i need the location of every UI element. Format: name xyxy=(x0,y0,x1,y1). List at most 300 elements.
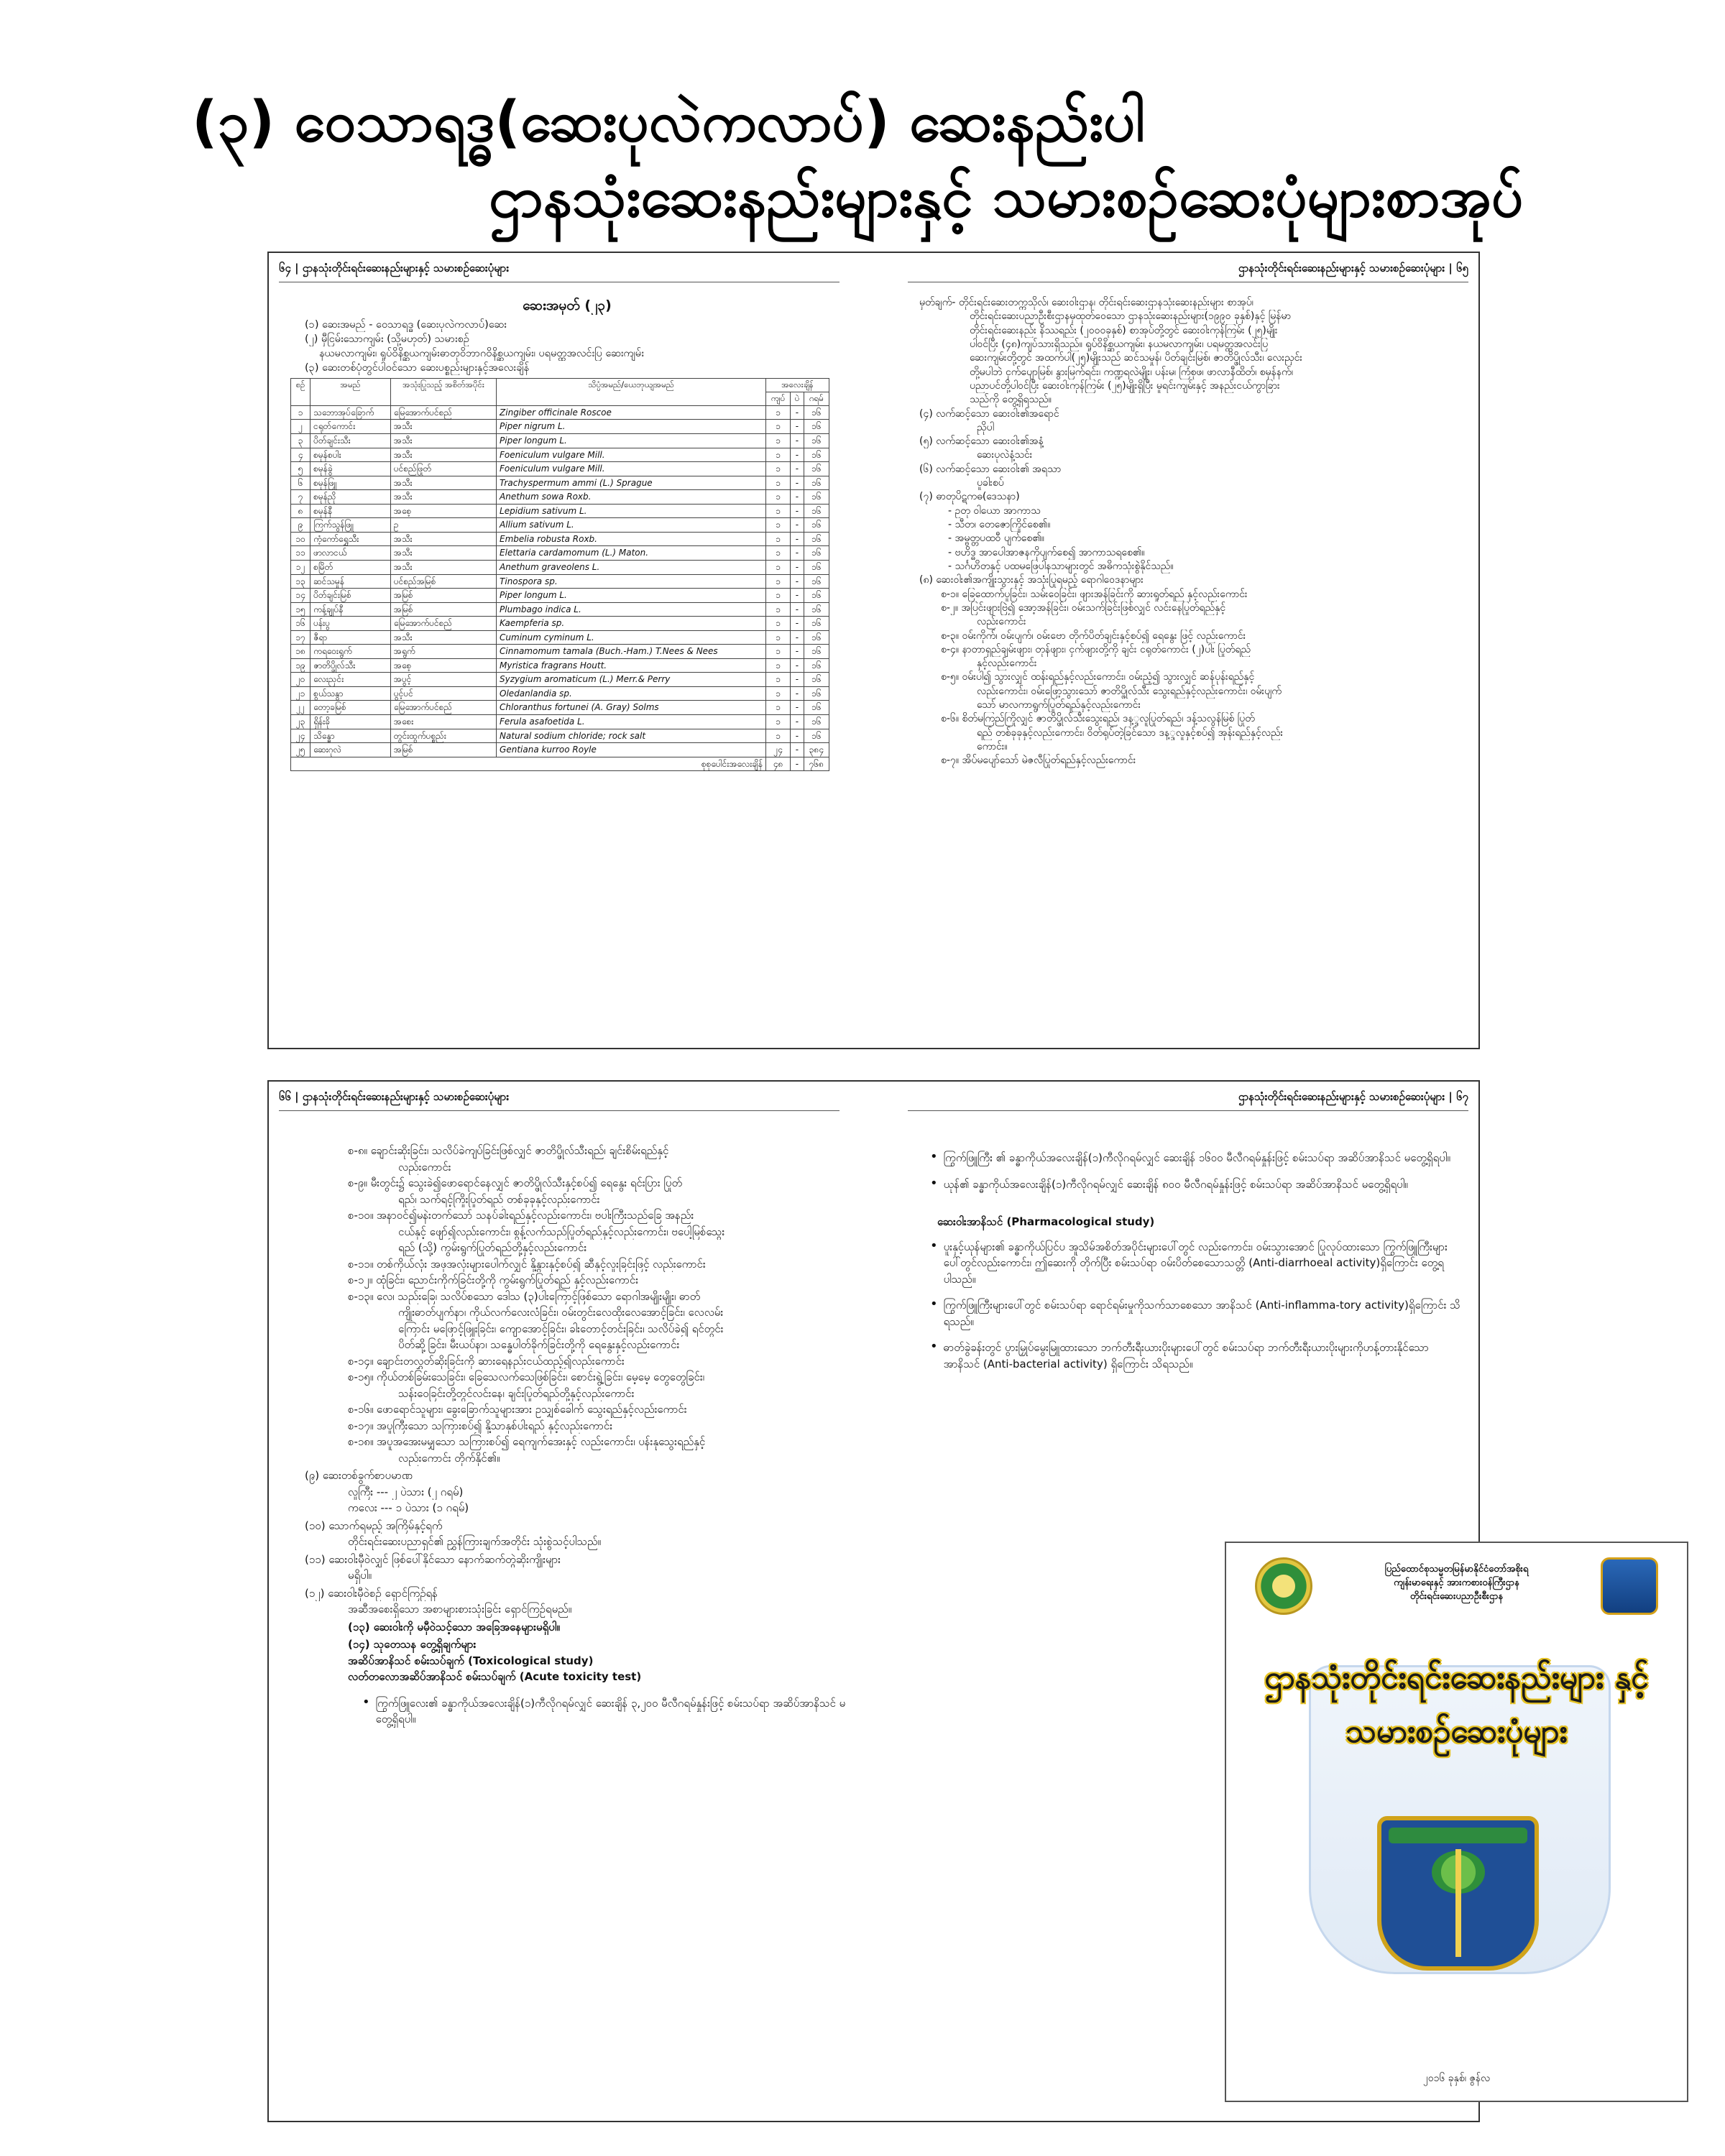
text-line: စ-၁၈။ အပူအအေးမမျှသော သကြားစပ်၍ ရေကျက်အေးနှင့် လည်းကောင်း၊ ပန်းနုသွေးရည်နှင့် xyxy=(348,1435,706,1448)
row-pe: - xyxy=(791,658,804,673)
row-number: ၁၀ xyxy=(291,532,310,546)
cover-title-line2: သမားစဉ်ဆေးပုံများ xyxy=(1346,1713,1568,1750)
row-gram: ၁၆ xyxy=(804,476,829,490)
text-line: သန်းဝေခြင်းတို့တွင်လင်းနေ၊ ချင်းပြုတ်ရည်တို့နှင့်လည်းကောင်း xyxy=(398,1386,635,1400)
text-line: တိုင်းရင်းဆေးပညာဦးစီးဌာနမှထုတ်ဝေသော ဌာနသုံးဆေးနည်းများ(၁၉၉၀ ခုနှစ်)နှင့် မြန်မာ xyxy=(970,310,1292,323)
row-kyat: ၁ xyxy=(766,673,791,687)
row-scientific-name: Myristica fragrans Houtt. xyxy=(497,658,766,673)
row-name: လေးညှင်း xyxy=(310,673,391,687)
bullet-text: ယုန်၏ ခန္ဓာကိုယ်အလေးချိန်(၁)ကီလိုဂရမ်လျှင် ဆေးချိန် ၈၀၀ မီလီဂရမ်နှုန်းဖြင့် စမ်းသပ်ရာ အဆိပ်အာနိသင် မတွေ့ရှိရပါ။ xyxy=(943,1177,1408,1191)
text-line: စ-၃။ ဝမ်းကိုက်၊ ဝမ်းပျက်၊ ဝမ်းဗော တိုက်ပိတ်ချင်းနှင့်စပ်၍ ရေနွေး ဖြင့် လည်းကောင်း xyxy=(941,630,1246,642)
row-scientific-name: Tinospora sp. xyxy=(497,574,766,589)
row-pe: - xyxy=(791,673,804,687)
row-number: ၂၂ xyxy=(291,701,310,715)
row-name: စမြိတ် xyxy=(310,560,391,574)
row-number: ၇ xyxy=(291,490,310,505)
table-header-no: စဉ် xyxy=(291,379,310,406)
cover-date: ၂၀၁၆ ခုနှစ်၊ ဇွန်လ xyxy=(1422,2073,1491,2084)
table-header-part: အသုံးပြုသည့် အစိတ်အပိုင်း xyxy=(390,379,496,406)
bullet-icon: • xyxy=(362,1694,370,1710)
row-gram: ၁၆ xyxy=(804,420,829,434)
row-number: ၁၅ xyxy=(291,602,310,617)
table-header-weight: အလေးချိန် xyxy=(766,379,829,392)
row-part: မြေအောက်ပင်စည် xyxy=(390,617,496,631)
row-number: ၁၉ xyxy=(291,658,310,673)
row-kyat: ၁ xyxy=(766,729,791,743)
text-line: စ-၁၄။ ချောင်းတလွှတ်ဆိုးခြင်းကို ဆားရေနည်းငယ်ထည့်၍လည်းကောင်း xyxy=(348,1354,625,1368)
text-line: - အမ္ဗတ္တပထဝီ ပျက်စေ၏။ xyxy=(948,533,1044,545)
table-total-label: စုစုပေါင်းအလေးချိန် xyxy=(291,757,766,771)
row-kyat: ၁ xyxy=(766,405,791,420)
book-spread-pages-64-65 xyxy=(267,252,1480,1049)
table-row xyxy=(291,701,829,715)
text-line: (၈) ဆေးဝါး၏အကျိုးသွားနှင့် အသုံးပြုရမည့် ရောဂါဝေဒနာများ xyxy=(919,574,1144,586)
row-part: အသီး xyxy=(390,448,496,462)
text-line: ရည်၊ သက်ရင့်ကြိုးပြုတ်ရည် တစ်ခုခုနှင့်လည်းကောင်း xyxy=(398,1192,600,1206)
row-name: စမုန်ဖြူ xyxy=(310,476,391,490)
pharm-bullets xyxy=(930,1239,1462,1373)
row-gram: ၁၆ xyxy=(804,617,829,631)
row-number: ၁၆ xyxy=(291,617,310,631)
cover-organization xyxy=(1226,1563,1687,1604)
text-line: စ-၁၁။ တစ်ကိုယ်လုံး အဖုအလုံးများပေါက်လျှင် နို့နွားနှင့်စပ်၍ ဆီနှင့်လူးခြင်းဖြင့် လည်းကောင်း xyxy=(348,1257,706,1271)
row-pe: - xyxy=(791,743,804,757)
row-scientific-name: Gentiana kurroo Royle xyxy=(497,743,766,757)
text-line: ကလေး --- ၁ ပဲသား (၁ ဂရမ်) xyxy=(348,1501,469,1514)
text-line: လည်းကောင်း xyxy=(398,1160,451,1174)
row-kyat: ၂၄ xyxy=(766,743,791,757)
bullet-text: ကြွက်ဖြူလေး၏ ခန္ဓာကိုယ်အလေးချိန်(၁)ကီလိုဂရမ်လျှင် ဆေးချိန် ၃,၂၀၀ မီလီဂရမ်နှုန်းဖြင့် စမ်းသပ်ရာ အဆိပ်အာနိသင် မတွေ့ရှိရပါ။ xyxy=(375,1696,846,1726)
table-row xyxy=(291,729,829,743)
table-row xyxy=(291,686,829,701)
text-line: သည်ကို တွေ့ရှိရသည်။ xyxy=(970,394,1052,406)
table-row xyxy=(291,448,829,462)
text-line: (၄) လက်ဆင့်သော ဆေးဝါး၏အရောင် xyxy=(919,407,1059,420)
ingredients-table xyxy=(290,378,829,771)
text-line: ရည် (သို့) ကွမ်းရွက်ပြုတ်ရည်တို့နှင့်လည်းကောင်း xyxy=(398,1241,587,1254)
row-pe: - xyxy=(791,405,804,420)
text-line: (၁၄) သုတေသန တွေ့ရှိချက်များ xyxy=(348,1638,477,1651)
row-scientific-name: Cuminum cyminum L. xyxy=(497,630,766,645)
item-medicine-name: (၁) ဆေးအမည် - ဝေသာရဒ္ဓ (ဆေးပုလဲကလာပ်)ဆေး xyxy=(305,319,507,331)
text-line: ပိတ်ဆို့ခြင်း၊ မီးယပ်နာ၊ သန္ဓေပါတ်ခိုက်ခြင်းတို့ကို ရေနွေးနှင့်လည်းကောင်း xyxy=(398,1338,680,1351)
row-pe: - xyxy=(791,504,804,518)
table-header-kyat: ကျပ် xyxy=(766,392,791,406)
cover-org-line1: ပြည်ထောင်စုသမ္မတမြန်မာနိုင်ငံတော်အစိုးရ xyxy=(1384,1564,1529,1575)
row-part: ပင်စည်အမြစ် xyxy=(390,574,496,589)
bullet-item xyxy=(930,1176,1462,1193)
row-name: ဇီရာ xyxy=(310,630,391,645)
row-kyat: ၁ xyxy=(766,714,791,729)
row-gram: ၁၆ xyxy=(804,714,829,729)
row-part: မြေအောက်ပင်စည် xyxy=(390,701,496,715)
text-line: ရည် တစ်ခုခုနှင့်လည်းကောင်း၊ ဝိတ်ရုပ်တဲ့ခြင်သော ဒန့္ဒလူနှင့်စပ်၍ အုန်းရည်နှင့်လည်း xyxy=(977,727,1284,739)
row-gram: ၁၆ xyxy=(804,658,829,673)
row-pe: - xyxy=(791,462,804,476)
text-line: မှတ်ချက်- တိုင်းရင်းဆေးတက္ကသိုလ်၊ ဆေးဝါးဌာန၊ တိုင်းရင်းဆေးဌာနသုံးဆေးနည်းများ စာအုပ်၊ xyxy=(919,297,1254,308)
row-name: စွယ်သနွာ xyxy=(310,686,391,701)
cover-title-line1: ဌာနသုံးတိုင်းရင်းဆေးနည်းများ နှင့် xyxy=(1264,1659,1649,1696)
row-scientific-name: Piper longum L. xyxy=(497,434,766,448)
text-line: စ-၄။ နာတာရှည်ချမ်းဖျား၊ တုန်ဖျား၊ ငှက်ဖျားတို့ကို ချင်း ငရုတ်ကောင်း (၂)ပါး ပြုတ်ရည် xyxy=(941,643,1251,655)
row-name: စမုန်ခွဲ xyxy=(310,462,391,476)
page-header-right: ဌာနသုံးတိုင်းရင်းဆေးနည်းများနှင့် သမားစဉ်ဆေးပုံများ | ၆၇ xyxy=(908,1090,1468,1111)
text-line: (၁၂) ဆေးဝါးမှီဝဲစဉ် ရှောင်ကြဉ်ရန် xyxy=(305,1586,438,1600)
text-line: စ-၁၆။ ဖောရောင်သူများ၊ ခွေးခြောက်သူများအား ဥသျှစ်ခေါက် သွေးရည်နှင့်လည်းကောင်း xyxy=(348,1403,687,1416)
row-scientific-name: Cinnamomum tamala (Buch.-Ham.) T.Nees & Nees xyxy=(497,645,766,659)
row-kyat: ၁ xyxy=(766,490,791,505)
row-part: အသီး xyxy=(390,490,496,505)
row-kyat: ၁ xyxy=(766,420,791,434)
right-page-content xyxy=(919,296,1466,768)
text-line: တို့မပါဘဲ ငှက်ပျောမြစ်၊ နွားမြက်ရင်း၊ ကဏ္ဍရလဲမျိုး၊ ပန်းမ၊ ကြံစုဖ၊ ဖာလာနီထိတ်၊ စမုန်နက်၊ xyxy=(970,366,1293,378)
row-kyat: ၁ xyxy=(766,546,791,561)
row-scientific-name: Allium sativum L. xyxy=(497,518,766,533)
row-number: ၂၅ xyxy=(291,743,310,757)
row-number: ၂၃ xyxy=(291,714,310,729)
row-number: ၅ xyxy=(291,462,310,476)
pharm-heading: ဆေးဝါးအာနိသင် (Pharmacological study) xyxy=(937,1215,1155,1228)
row-part: အသီး xyxy=(390,560,496,574)
text-line: ကောင်း။ xyxy=(977,741,1008,752)
row-kyat: ၁ xyxy=(766,560,791,574)
text-line: (၁၀) သောက်ရမည့် အကြိမ်နှင့်ရက် xyxy=(305,1519,443,1532)
row-kyat: ၁ xyxy=(766,589,791,603)
row-part: မြေအောက်ပင်စည် xyxy=(390,405,496,420)
recipe-number: ဆေးအမှတ် (၂၃) xyxy=(523,298,612,313)
row-scientific-name: Ferula asafoetida L. xyxy=(497,714,766,729)
table-row xyxy=(291,490,829,505)
row-kyat: ၁ xyxy=(766,434,791,448)
text-line: (၁၁) ဆေးဝါးမှီဝဲလျှင် ဖြစ်ပေါ်နိုင်သော နောက်ဆက်တွဲဆိုးကျိုးများ xyxy=(305,1552,561,1566)
table-total-gram: ၇၆၈ xyxy=(804,757,829,771)
row-gram: ၁၆ xyxy=(804,729,829,743)
row-name: ဇာတိပ္ဖိုလ်သီး xyxy=(310,658,391,673)
text-line: ဆေးကျမ်းတို့တွင် အထက်ပါ(၂၅)မျိုးသည် ဆင်သမှုန်၊ ပိတ်ချင်းမြစ်၊ ဇာတိပ္ဖိုလ်သီး၊ လေးညှင်း xyxy=(970,352,1302,364)
table-total-kyat: ၄၈ xyxy=(766,757,791,771)
row-name: ဆင်သမှုန် xyxy=(310,574,391,589)
text-line: (၇) ဓာတုပိဋကဓ(ဒေသနာ) xyxy=(919,491,1020,503)
row-scientific-name: Anethum graveolens L. xyxy=(497,560,766,574)
row-gram: ၁၆ xyxy=(804,602,829,617)
book-cover-image xyxy=(1225,1542,1688,2102)
row-number: ၁၈ xyxy=(291,645,310,659)
row-scientific-name: Syzygium aromaticum (L.) Merr.& Perry xyxy=(497,673,766,687)
text-line: စ-၅။ ဝမ်းပါ၍ သွားလျှင် ထန်းရည်နှင့်လည်းကောင်း၊ ဝမ်းညံ့၍ သွားလျှင် ဆန်ပုန်းရည်နှင့် xyxy=(941,671,1255,683)
text-line: စ-၁၇။ အပူကြီးသော သကြားစပ်၍ နို့သာနှစ်ပါးရည် နှင့်လည်းကောင်း xyxy=(348,1419,613,1432)
row-number: ၂၀ xyxy=(291,673,310,687)
row-number: ၉ xyxy=(291,518,310,533)
row-scientific-name: Plumbago indica L. xyxy=(497,602,766,617)
table-row xyxy=(291,673,829,687)
text-line: စ-၁၅။ ကိုယ်တစ်ခြမ်းသေခြင်း၊ ခြေသေလက်သေဖြစ်ခြင်း၊ စောင်းရွဲ့ခြင်း၊ မေ့မေ့ တွေတွေခြင်း၊ xyxy=(348,1370,705,1383)
row-gram: ၁၆ xyxy=(804,589,829,603)
table-total-pe: - xyxy=(791,757,804,771)
row-gram: ၁၆ xyxy=(804,686,829,701)
table-row xyxy=(291,630,829,645)
row-gram: ၁၆ xyxy=(804,546,829,561)
row-part: အမြစ် xyxy=(390,602,496,617)
row-part: ပွင့်ပင် xyxy=(390,686,496,701)
row-pe: - xyxy=(791,476,804,490)
row-number: ၁၂ xyxy=(291,560,310,574)
text-line: ကြောင်း မဖြောင့်ဖြူးခြင်း၊ ကျောအောင့်ခြင်း၊ ခါးတောင့်တင်းခြင်း၊ သလိပ်ခဲ၍ ရင်တွင်း xyxy=(398,1322,724,1335)
text-line: သော် မာလကာရွက်ပြုတ်ရည်နှင့်လည်းကောင်း xyxy=(977,699,1141,711)
bullet-icon: • xyxy=(930,1238,938,1253)
row-pe: - xyxy=(791,617,804,631)
row-pe: - xyxy=(791,546,804,561)
row-kyat: ၁ xyxy=(766,617,791,631)
bullet-item xyxy=(930,1239,1462,1288)
table-row xyxy=(291,504,829,518)
right-page-content xyxy=(930,1150,1462,1382)
toxicity-bullets xyxy=(930,1150,1462,1192)
row-number: ၃ xyxy=(291,434,310,448)
row-number: ၆ xyxy=(291,476,310,490)
row-pe: - xyxy=(791,729,804,743)
row-name: စမုန်နီ xyxy=(310,504,391,518)
text-line: - သင်္ဂဟိတနှင့် ပထမဖြေပါနသာများတွင် အဓိကသုံးစွဲနိုင်သည်။ xyxy=(948,560,1174,572)
row-scientific-name: Kaempferia sp. xyxy=(497,617,766,631)
row-pe: - xyxy=(791,532,804,546)
text-line: ကျိုးဓာတ်ပျက်နာ၊ ကိုယ်လက်လေးလံခြင်း၊ ဝမ်းတွင်းလေထိုးလေအောင့်ခြင်း၊ လေလမ်း xyxy=(398,1306,724,1319)
row-gram: ၁၆ xyxy=(804,673,829,687)
row-name: စမုန်စပါး xyxy=(310,448,391,462)
row-scientific-name: Lepidium sativum L. xyxy=(497,504,766,518)
row-part: အမြစ် xyxy=(390,589,496,603)
row-kyat: ၁ xyxy=(766,462,791,476)
table-header-pe: ပဲ xyxy=(791,392,804,406)
row-part: အသီး xyxy=(390,630,496,645)
row-number: ၂၄ xyxy=(291,729,310,743)
row-kyat: ၁ xyxy=(766,532,791,546)
row-name: ကံ့ကော်ရွှေသီး xyxy=(310,532,391,546)
text-line: စ-၁၂။ ထုံခြင်း၊ ညောင်းကိုက်ခြင်းတို့ကို ကွမ်းရွက်ပြုတ်ရည် နှင့်လည်းကောင်း xyxy=(348,1273,639,1286)
row-scientific-name: Oledanlandia sp. xyxy=(497,686,766,701)
text-line: လည်းကောင်း xyxy=(977,616,1026,628)
row-name: ကရဝေးရွက် xyxy=(310,645,391,659)
row-kyat: ၁ xyxy=(766,658,791,673)
row-gram: ၁၆ xyxy=(804,532,829,546)
row-name: ငရုတ်ကောင်း xyxy=(310,420,391,434)
row-pe: - xyxy=(791,714,804,729)
row-pe: - xyxy=(791,589,804,603)
text-line: စ-၁၀။ အနာဝင်၍မနဲးတက်သော် သနပ်ခါးရည်နှင့်လည်းကောင်း၊ ဗပါးကြီးသည်ခြေ အနည်း xyxy=(348,1209,694,1222)
table-header-name: အမည် xyxy=(310,379,391,406)
cover-org-line2: ကျန်းမာရေးနှင့် အားကစားဝန်ကြီးဌာန xyxy=(1394,1577,1519,1588)
row-part: အသီး xyxy=(390,546,496,561)
row-number: ၁၇ xyxy=(291,630,310,645)
caduceus-emblem-icon xyxy=(1377,1816,1539,1971)
row-pe: - xyxy=(791,574,804,589)
book-spread-pages-66-67 xyxy=(267,1080,1649,2122)
row-part: အရွက် xyxy=(390,645,496,659)
row-kyat: ၁ xyxy=(766,645,791,659)
bullet-text: ကြွက်ဖြူကြီး ၏ ခန္ဓာကိုယ်အလေးချိန်(၁)ကီလိုဂရမ်လျှင် ဆေးချိန် ၁၆၀၀ မီလီဂရမ်နှုန်းဖြင့် စမ်းသပ်ရာ အဆိပ်အာနိသင် မတွေ့ရှိရပါ။ xyxy=(943,1151,1450,1164)
row-number: ၈ xyxy=(291,504,310,518)
row-gram: ၁၆ xyxy=(804,701,829,715)
text-line: စ-၁၃။ လေ၊ သည်းခြေ၊ သလိပ်စသော ဒေါသ (၃)ပါးကြောင့်ဖြစ်သော ရောဂါအမျိုးမျိုး၊ ဓာတ် xyxy=(348,1289,701,1303)
row-number: ၁၄ xyxy=(291,589,310,603)
table-row xyxy=(291,574,829,589)
item-ingredients-heading: (၃) ဆေးတစ်ပုံတွင်ပါဝင်သော ဆေးပစ္စည်းများနှင့်အလေးချိန် xyxy=(305,362,529,374)
ingredients-table-body xyxy=(291,405,829,757)
bullet-text: ကြွက်ဖြူကြီးများပေါ်တွင် စမ်းသပ်ရာ ရောင်ရမ်းမှုကိုသက်သာစေသော အာနိသင် (Anti-inflamma-tory activity)ရှိကြောင်း သိရသည်။ xyxy=(943,1299,1460,1328)
row-pe: - xyxy=(791,602,804,617)
row-number: ၂ xyxy=(291,420,310,434)
row-part: ပင်စည်ဖြုတ် xyxy=(390,462,496,476)
bullet-item xyxy=(305,1695,851,1728)
row-kyat: ၁ xyxy=(766,518,791,533)
table-row xyxy=(291,420,829,434)
table-row xyxy=(291,658,829,673)
text-line: စ-၉။ မီးတွင်း၌ သွေးခဲ၍ဖောရောင်နေလျှင် ဇာတိပ္ဖိုလ်သီးနှင့်စပ်၍ ရေနွေး ရင်းပြား ပြုတ် xyxy=(348,1176,683,1189)
text-line: အဆိပ်အာနိသင် စမ်းသပ်ချက် (Toxicological study) xyxy=(348,1654,594,1667)
row-name: ရှိန်းခို xyxy=(310,714,391,729)
row-name: ဆေးဂုလဲ xyxy=(310,743,391,757)
row-kyat: ၁ xyxy=(766,602,791,617)
row-part: ဥ xyxy=(390,518,496,533)
text-line: စ-၆။ စိတ်မကြည်ကြိုလျှင် ဇာတိပ္ဖိုလ်သီးသွေးရည်၊ ဒန့္ဒလူပြုတ်ရည်၊ ဒန့်သလွန်မြစ် ပြုတ် xyxy=(941,713,1255,725)
cover-org-line3: တိုင်းရင်းဆေးပညာဦးစီးဌာန xyxy=(1409,1590,1504,1602)
row-part: အပွင့် xyxy=(390,673,496,687)
row-name: သိန္ဓော xyxy=(310,729,391,743)
row-pe: - xyxy=(791,420,804,434)
row-scientific-name: Elettaria cardamomum (L.) Maton. xyxy=(497,546,766,561)
bullet-item xyxy=(930,1150,1462,1166)
row-scientific-name: Natural sodium chloride; rock salt xyxy=(497,729,766,743)
row-gram: ၁၆ xyxy=(804,504,829,518)
row-part: အသီး xyxy=(390,420,496,434)
bullet-text: ဓာတ်ခွဲခန်းတွင် ပွားမြှုပ်မွေးမြူထားသော ဘက်တီးရီးယားပိုးများပေါ်တွင် စမ်းသပ်ရာ ဘက်တီးရီးယားပိုးများကိုဟန့်တားနိုင်သော အာနိသင် (Anti-bacterial activity) ရှိကြောင်း သိရသည်။ xyxy=(943,1341,1429,1370)
page-header-left: ၆၆ | ဌာနသုံးတိုင်းရင်းဆေးနည်းများနှင့် သမားစဉ်ဆေးပုံများ xyxy=(279,1090,840,1111)
table-row xyxy=(291,476,829,490)
table-row xyxy=(291,405,829,420)
text-line: လည်းကောင်း တိုက်နိုင်၏။ xyxy=(398,1451,500,1465)
row-name: ကြက်သွန်ဖြူ xyxy=(310,518,391,533)
item-source: (၂) မှီငြမ်းသောကျမ်း (သို့မဟုတ်) သမားစဉ် xyxy=(305,333,469,346)
row-part: အစေ့ xyxy=(390,504,496,518)
row-part: အစေ့ xyxy=(390,658,496,673)
bullet-item xyxy=(930,1340,1462,1372)
emblem-banner xyxy=(1389,1828,1527,1843)
table-header-scientific: သိပ္ပံအမည်/ယေဘုယျအမည် xyxy=(497,379,766,406)
emblem-staff-icon xyxy=(1455,1849,1461,1957)
row-number: ၁၁ xyxy=(291,546,310,561)
bullet-item xyxy=(930,1297,1462,1330)
table-row xyxy=(291,714,829,729)
table-row xyxy=(291,743,829,757)
row-name: စမုန်ညို xyxy=(310,490,391,505)
text-line: (၅) လက်ဆင့်သော ဆေးဝါး၏အနံ့ xyxy=(919,436,1044,448)
row-kyat: ၁ xyxy=(766,476,791,490)
row-name: ပိတ်ချင်းသီး xyxy=(310,434,391,448)
text-line: (၉) ဆေးတစ်ခွက်စာပမာဏ xyxy=(305,1469,413,1482)
row-gram: ၁၆ xyxy=(804,630,829,645)
text-line: ပညာပင်တို့ပါဝင်ပြီး ဆေးဝါးကုန်ကြမ်း (၂၅)မျိုးရှိပြီး မူရင်းကျမ်းနှင့် အနည်းငယ်ကွာခြား xyxy=(970,379,1280,392)
row-number: ၄ xyxy=(291,448,310,462)
row-kyat: ၁ xyxy=(766,448,791,462)
page-header-right: ဌာနသုံးတိုင်းရင်းဆေးနည်းများနှင့် သမားစဉ်ဆေးပုံများ | ၆၅ xyxy=(908,262,1468,282)
text-line: လတ်တလောအဆိပ်အာနိသင် စမ်းသပ်ချက် (Acute toxicity test) xyxy=(348,1670,642,1683)
row-scientific-name: Trachyspermum ammi (L.) Sprague xyxy=(497,476,766,490)
left-page-content xyxy=(305,1143,851,1738)
row-part: အမြစ် xyxy=(390,743,496,757)
row-name: ပန်းပွ xyxy=(310,617,391,631)
table-row xyxy=(291,434,829,448)
table-row xyxy=(291,645,829,659)
row-scientific-name: Piper longum L. xyxy=(497,589,766,603)
row-scientific-name: Piper nigrum L. xyxy=(497,420,766,434)
text-line: စ-၁။ ခြေထောက်ပူခြင်း၊ သမ်းဝေခြင်း၊ ဖျားအန်ခြင်းကို ဆားရှုတ်ရည် နှင့်လည်းကောင်း xyxy=(941,588,1248,600)
row-pe: - xyxy=(791,448,804,462)
row-kyat: ၁ xyxy=(766,701,791,715)
page-title-line2: ဌာနသုံးဆေးနည်းများနှင့် သမားစဉ်ဆေးပုံများစာအုပ် xyxy=(489,165,1524,230)
row-kyat: ၁ xyxy=(766,504,791,518)
text-line: - ဥတု ဝါယော အာကာသ xyxy=(948,505,1041,517)
row-pe: - xyxy=(791,630,804,645)
row-scientific-name: Anethum sowa Roxb. xyxy=(497,490,766,505)
table-row xyxy=(291,518,829,533)
row-number: ၂၁ xyxy=(291,686,310,701)
row-pe: - xyxy=(791,560,804,574)
row-pe: - xyxy=(791,645,804,659)
row-name: ဖာလာငယ် xyxy=(310,546,391,561)
row-pe: - xyxy=(791,701,804,715)
row-pe: - xyxy=(791,490,804,505)
row-gram: ၁၆ xyxy=(804,574,829,589)
row-gram: ၁၆ xyxy=(804,560,829,574)
text-line: ပူခါးစပ် xyxy=(977,477,1004,489)
row-part: အသီး xyxy=(390,476,496,490)
text-line: (၁၃) ဆေးဝါးကို မမှီဝဲသင့်သော အခြေအနေများမရှိပါ။ xyxy=(348,1620,560,1634)
row-gram: ၁၆ xyxy=(804,462,829,476)
row-kyat: ၁ xyxy=(766,574,791,589)
row-name: ပိတ်ချင်းမြစ် xyxy=(310,589,391,603)
row-part: အသီး xyxy=(390,532,496,546)
row-scientific-name: Embelia robusta Roxb. xyxy=(497,532,766,546)
row-gram: ၁၆ xyxy=(804,490,829,505)
table-row xyxy=(291,560,829,574)
bullet-text: ပူးနှင့်ယုန်များ၏ ခန္ဓာကိုယ်ပြင်ပ အူသိမ်အစိတ်အပိုင်းများပေါ်တွင် လည်းကောင်း၊ ဝမ်းသွားအောင် ပြုလုပ်ထားသော ကြွက်ဖြူကြီးများပေါ်တွင်လည်းကောင်း၊ ဤဆေးကို တိုက်ပြီး စမ်းသပ်ရာ ဝမ်းပိတ်စေသောသတ္တိ (Anti-diarrhoeal activity)ရှိကြောင်း တွေ့ရပါသည်။ xyxy=(943,1240,1448,1286)
table-row xyxy=(291,532,829,546)
row-scientific-name: Foeniculum vulgare Mill. xyxy=(497,462,766,476)
text-line: (၆) လက်ဆင့်သော ဆေးဝါး၏ အရသာ xyxy=(919,463,1062,475)
row-gram: ၁၆ xyxy=(804,434,829,448)
page-header-left: ၆၄ | ဌာနသုံးတိုင်းရင်းဆေးနည်းများနှင့် သမားစဉ်ဆေးပုံများ xyxy=(279,262,840,282)
text-line: ငယ်နှင့် ဖျော်၍လည်းကောင်း၊ စွန့်လက်သည်ပြုတ်ရည်နှင့်လည်းကောင်း၊ ဗပေါ့မြစ်သွေး xyxy=(398,1225,725,1238)
text-line: စ-၇။ အိပ်မပျော်သော် မဲဇလီပြုတ်ရည်နှင့်လည်းကောင်း xyxy=(941,755,1136,767)
row-name: ကန့်ချုပ်နီ xyxy=(310,602,391,617)
row-part: အစေး xyxy=(390,714,496,729)
table-row xyxy=(291,546,829,561)
text-line: လူကြီး --- ၂ ပဲသား (၂ ဂရမ်) xyxy=(348,1485,464,1498)
text-line: - ဗဟိဒ္ဓ အာပေါအာဇနကိုပျက်စေ၍ အာကာသရစေ၏။ xyxy=(948,546,1145,558)
text-line: ပါဝင်ပြီး (၄၈)ကျပ်သားရှိသည်။ ရှုပ်ဝိနိစ္ဆယကျမ်း၊ နယမလာကျမ်း၊ ပရမတ္ထအလင်းပြ xyxy=(970,338,1269,350)
table-row xyxy=(291,602,829,617)
row-name: တော့ခမြစ် xyxy=(310,701,391,715)
row-gram: ၁၆ xyxy=(804,405,829,420)
row-gram: ၁၆ xyxy=(804,645,829,659)
row-number: ၁၃ xyxy=(291,574,310,589)
row-scientific-name: Foeniculum vulgare Mill. xyxy=(497,448,766,462)
page-title-line1: (၃) ဝေသာရဒ္ဓ(ဆေးပုလဲကလာပ်) ဆေးနည်းပါ xyxy=(191,90,1146,155)
item-source-books: နယမလာကျမ်း၊ ရှုပ်ဝိနိစ္ဆယကျမ်းဓာတုဝိဘာဂဝိနိစ္ဆယကျမ်း၊ ပရမတ္ထအလင်းပြ ဆေးကျမ်း xyxy=(319,348,644,360)
bullet-icon: • xyxy=(930,1175,938,1191)
row-gram: ၃၈၄ xyxy=(804,743,829,757)
row-pe: - xyxy=(791,518,804,533)
bullet-icon: • xyxy=(930,1149,938,1164)
